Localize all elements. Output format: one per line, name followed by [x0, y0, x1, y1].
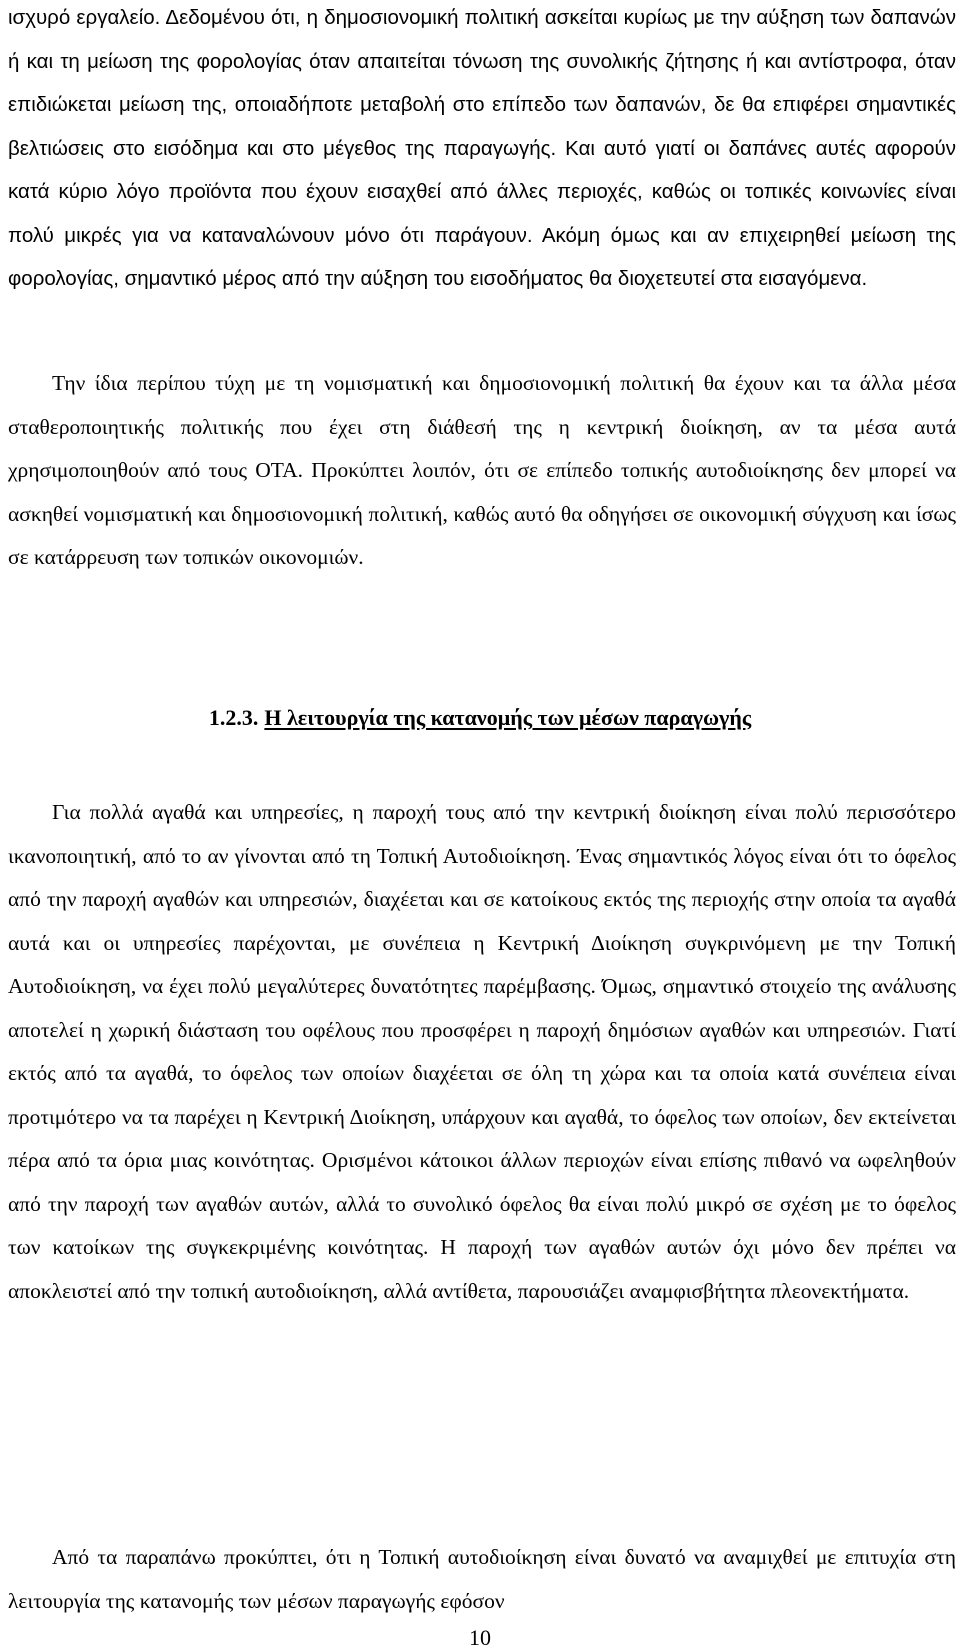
- section-title: Η λειτουργία της κατανομής των μέσων παραγωγής: [264, 705, 752, 730]
- section-heading: [0, 703, 960, 733]
- paragraph-continued-fiscal-policy: ισχυρό εργαλείο. Δεδομένου ότι, η δημοσιονομική πολιτική ασκείται κυρίως με την αύξηση των δαπανών ή και τη μείωση της φορολογίας όταν απαιτείται τόνωση της συνολικής ζήτησης ή και αντίστροφα, όταν επιδιώκεται μείωση της, οποιαδήποτε μεταβολή στο επίπεδο των δαπανών, δε θα επιφέρει σημαντικές βελτιώσεις στο εισόδημα και στο μέγεθος της παραγωγής. Και αυτό γιατί οι δαπάνες αυτές αφορούν κατά κύριο λόγο προϊόντα που έχουν εισαχθεί από άλλες περιοχές, καθώς οι τοπικές κοινωνίες είναι πολύ μικρές για να καταναλώνουν μόνο ότι παράγουν. Ακόμη όμως και αν επιχειρηθεί μείωση της φορολογίας, σημαντικό μέρος από την αύξηση του εισοδήματος θα διοχετευτεί στα εισαγόμενα.: [8, 6, 956, 290]
- paragraph-stabilization-policy: Την ίδια περίπου τύχη με τη νομισματική και δημοσιονομική πολιτική θα έχουν και τα άλλα μέσα σταθεροποιητικής πολιτικής που έχει στη διάθεσή της η κεντρική διοίκηση, αν τα μέσα αυτά χρησιμοποιηθούν από τους ΟΤΑ. Προκύπτει λοιπόν, ότι σε επίπεδο τοπικής αυτοδιοίκησης δεν μπορεί να ασκηθεί νομισματική και δημοσιονομική πολιτική, καθώς αυτό θα οδηγήσει σε οικονομική σύγχυση και ίσως σε κατάρρευση των τοπικών οικονομιών.: [8, 371, 956, 569]
- section-number: 1.2.3.: [208, 705, 259, 730]
- paragraph-conclusion: Από τα παραπάνω προκύπτει, ότι η Τοπική αυτοδιοίκηση είναι δυνατό να αναμιχθεί με επιτυχία στη λειτουργία της κατανομής των μέσων παραγωγής εφόσον: [8, 1545, 956, 1613]
- page-number: 10: [469, 1625, 491, 1650]
- paragraph-public-goods: Για πολλά αγαθά και υπηρεσίες, η παροχή τους από την κεντρική διοίκηση είναι πολύ περισσότερο ικανοποιητική, από το αν γίνονται από τη Τοπική Αυτοδιοίκηση. Ένας σημαντικός λόγος είναι ότι το όφελος από την παροχή αγαθών και υπηρεσιών, διαχέεται και σε κατοίκους εκτός της περιοχής στην οποία τα αγαθά αυτά και οι υπηρεσίες παρέχονται, με συνέπεια η Κεντρική Διοίκηση συγκρινόμενη με την Τοπική Αυτοδιοίκηση, να έχει πολύ μεγαλύτερες δυνατότητες παρέμβασης. Όμως, σημαντικό στοιχείο της ανάλυσης αποτελεί η χωρική διάσταση του οφέλους που προσφέρει η παροχή δημόσιων αγαθών και υπηρεσιών. Γιατί εκτός από τα αγαθά, το όφελος των οποίων διαχέεται σε όλη τη χώρα και τα οποία κατά συνέπεια είναι προτιμότερο να τα παρέχει η Κεντρική Διοίκηση, υπάρχουν και αγαθά, το όφελος των οποίων, δεν εκτείνεται πέρα από τα όρια μιας κοινότητας. Ορισμένοι κάτοικοι άλλων περιοχών είναι επίσης πιθανό να ωφεληθούν από την παροχή των αγαθών αυτών, αλλά το συνολικό όφελος θα είναι πολύ μικρό σε σχέση με το όφελος των κατοίκων της συγκεκριμένης κοινότητας. Η παροχή των αγαθών αυτών όχι μόνο δεν πρέπει να αποκλειστεί από την τοπική αυτοδιοίκηση, αλλά αντίθετα, παρουσιάζει αναμφισβήτητα πλεονεκτήματα.: [8, 800, 956, 1303]
